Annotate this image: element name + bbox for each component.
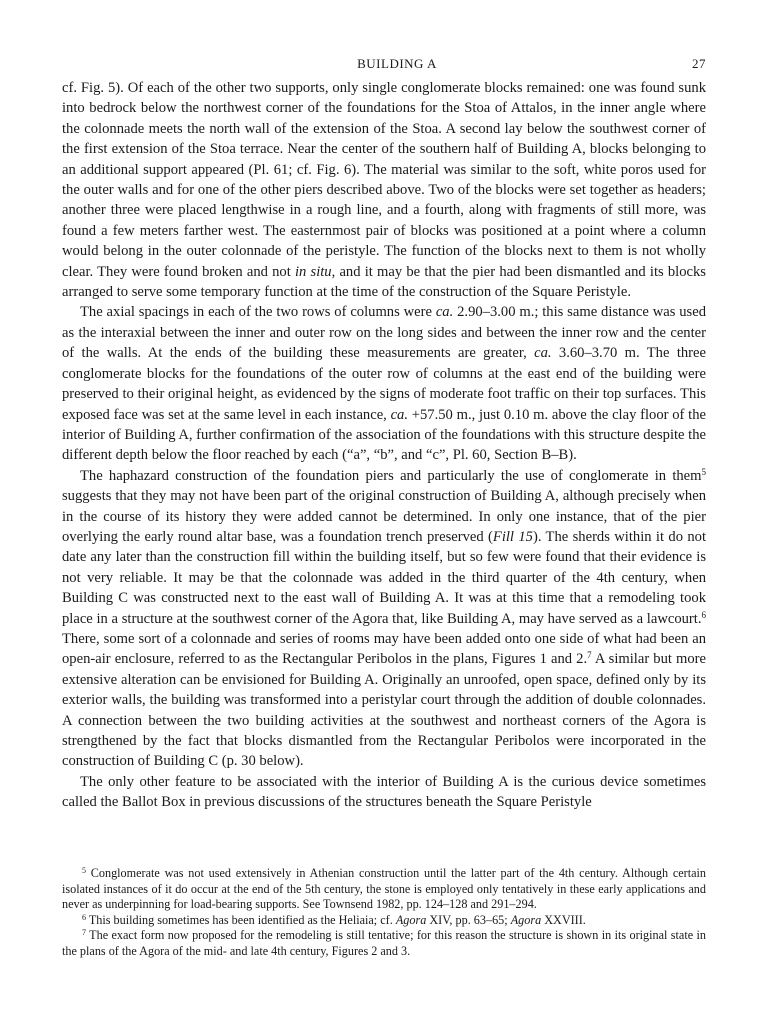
italic-text: ca.: [435, 304, 454, 321]
footnote: [62, 913, 706, 929]
text-run: 2.90–3.00 m.; this same distance was used as the interaxial between the inner and outer row on the long sides and between the inner row and the center of the walls. At the ends of the building these measurements are greater,: [62, 304, 706, 362]
italic-text: Agora: [395, 912, 427, 927]
italic-text: in situ: [294, 263, 332, 280]
italic-text: ca.: [534, 345, 552, 362]
text-run: The exact form now proposed for the remodeling is still tentative; for this reason the structure is shown in its original state in the plans of the Agora of the mid- and late 4th century, Figures 2 and 3.: [62, 928, 706, 958]
footnote-ref: 5: [82, 866, 86, 875]
text-run: XIV, pp. 63–65;: [426, 912, 511, 927]
footnote-ref: 6: [82, 912, 86, 922]
text-run: There, some sort of a colonnade and series of rooms may have been added onto one side of what had been an open-air enclosure, referred to as the Rectangular Peribolos in the plans, Figures 1 and 2.: [62, 630, 706, 668]
paragraph: [62, 466, 706, 772]
text-run: suggests that they may not have been part of the original construction of Building A, although precisely when in the course of its history they were added cannot be determined. In only one instance, that of the pier overlying the early round altar base, was a foundation trench preserved (: [62, 488, 706, 545]
footnote-ref: 7: [587, 650, 592, 661]
text-run: ). The sherds within it do not date any later than the construction fill within the building itself, but so few were found that their evidence is not very reliable. It may be that the colonnade was added in the third quarter of the 4th century, when Building C was constructed next to the east wall of Building A. It was at this time that a remodeling took place in a structure at the southwest corner of the Agora that, like Building A, may have served as a lawcourt.: [62, 528, 706, 627]
footnote-ref: 5: [701, 466, 706, 477]
footnote-ref: 7: [82, 928, 86, 938]
page-number: 27: [692, 56, 706, 71]
paragraph: [62, 78, 706, 302]
text-run: +57.50 m., just 0.10 m. above the clay floor of the interior of Building A, further confirmation of the association of the foundations with this structure despite the different depth below the floor reached by each (“a”, “b”, and “c”, Pl. 60, Section B–B).: [62, 406, 707, 464]
body-text: [62, 78, 706, 813]
footnotes: [62, 866, 706, 960]
text-run: XXVIII.: [541, 912, 586, 927]
text-run: A similar but more extensive alteration can be envisioned for Building A. Originally an unroofed, open space, defined only by its exterior walls, the building was transformed into a peristylar court through the addition of double colonnades. A connection between the two building activities at the southwest and northeast corners of the Agora is strengthened by the fact that blocks dismantled from the Rectangular Peribolos were incorporated in the construction of Building C (p. 30 below).: [62, 651, 706, 770]
text-run: , and it may be that the pier had been dismantled and its blocks arranged to serve some temporary function at the time of the construction of the Square Peristyle.: [62, 263, 706, 301]
text-run: The haphazard construction of the foundation piers and particularly the use of conglomerate in them: [80, 467, 702, 484]
text-run: 3.60–3.70 m. The three conglomerate blocks for the foundations of the outer row of columns at the east end of the building were preserved to their original height, as evidenced by the signs of moderate foot traffic on their top surfaces. This exposed face was set at the same level in each instance,: [62, 345, 706, 423]
italic-text: Agora: [510, 912, 542, 927]
paragraph: [62, 302, 706, 465]
running-header: [62, 56, 706, 72]
text-run: cf. Fig. 5). Of each of the other two supports, only single conglomerate blocks remained: one was found sunk into bedrock below the northwest corner of the foundations for the Stoa of Attalos, in the inner angle where the colonnade meets the north wall of the extension of the Stoa. A second lay below the southwest corner of the first extension of the Stoa terrace. Near the center of the southern half of Building A, blocks belonging to an additional support appeared (Pl. 61; cf. Fig. 6). The material was similar to the soft, white poros used for the outer walls and for one of the other piers described above. Two of the blocks were set together as headers; another three were placed lengthwise in a rough line, and a fourth, along with fragments of still more, was found a few meters farther west. The easternmost pair of blocks was positioned at a point where a column would belong in the outer colonnade of the peristyle. The function of the blocks next to them is not wholly clear. They were found broken and not: [62, 80, 706, 280]
running-title: BUILDING A: [357, 56, 437, 71]
footnote-ref: 6: [701, 609, 706, 620]
italic-text: Fill 15: [492, 528, 533, 545]
footnote: [62, 928, 706, 959]
text-run: The only other feature to be associated with the interior of Building A is the curious device sometimes called the Ballot Box in previous discussions of the structures beneath the Square Peristyle: [62, 773, 706, 811]
italic-text: ca.: [390, 406, 409, 423]
text-run: Conglomerate was not used extensively in Athenian construction until the latter part of the 4th century. Although certain isolated instances of it do occur at the end of the 5th century, the stone is employed only tentatively in these early applications and never as underpinning for load-bearing supports. See Townsend 1982, pp. 124–128 and 291–294.: [62, 866, 706, 912]
paragraph: [62, 772, 706, 813]
footnote: [62, 866, 706, 913]
page-content: [62, 56, 706, 813]
text-run: This building sometimes has been identified as the Heliaia; cf.: [86, 912, 396, 927]
text-run: The axial spacings in each of the two rows of columns were: [80, 304, 436, 321]
